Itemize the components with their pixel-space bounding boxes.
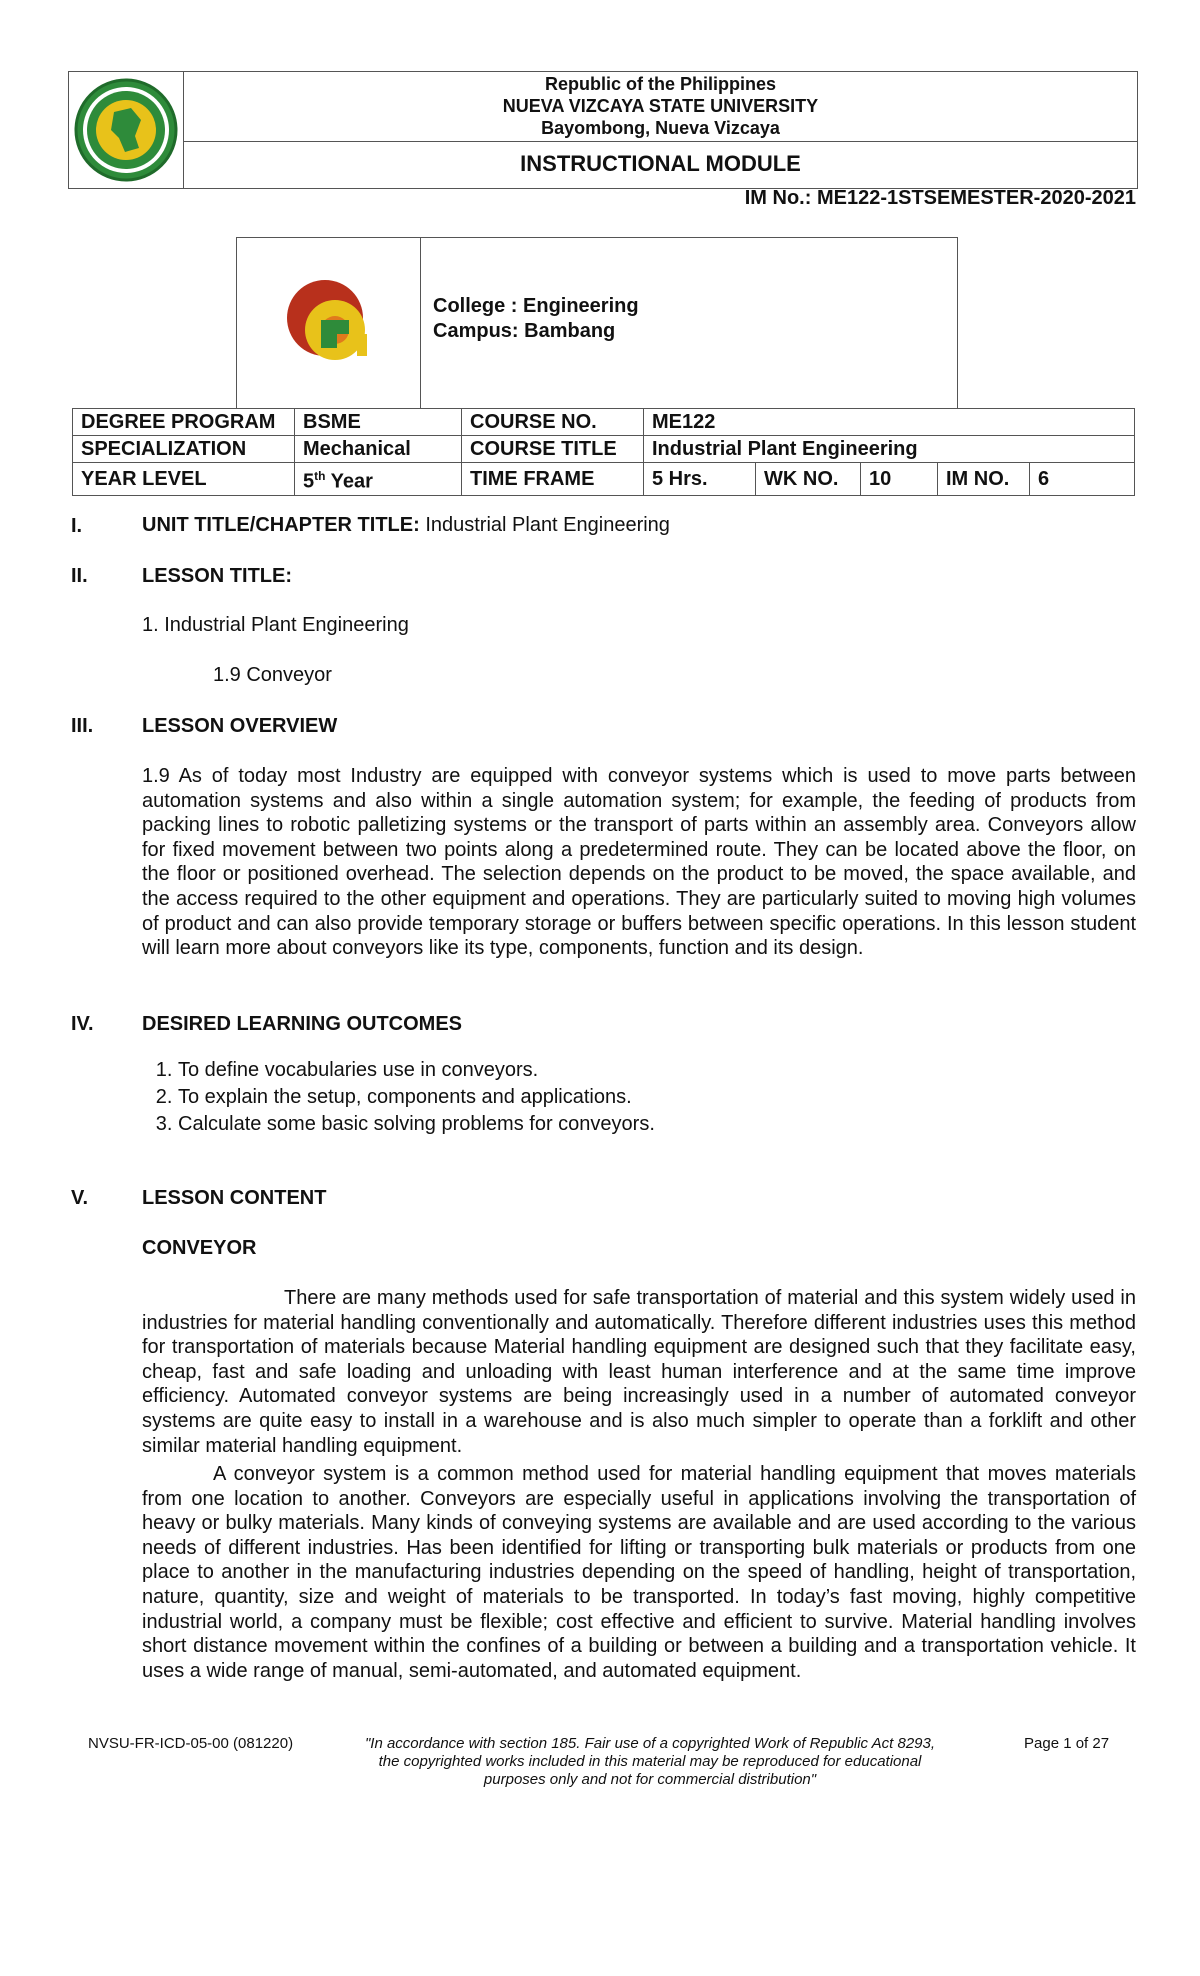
content-paragraph-2: A conveyor system is a common method used for material handling equipment that moves materials from one location to another. Conveyors are especially useful in applications involving the transportation of heavy or bulky materials. Many kinds of conveying systems are available and are used according to the various needs of different industries. Has been identified for lifting or transporting bulk materials or products from one place to another in the manufacturing industries depending on the speed of handling, height of transportation, nature, quantity, size and weight of materials to be transported. In today’s fast moving, highly competitive industrial world, a company must be flexible; cost effective and efficient to survive. Material handling involves short distance movement within the confines of a building or between a building and a transportation vehicle. It uses a wide range of manual, semi-automated, and automated equipment.: [142, 1463, 1136, 1682]
year-level-word: Year: [325, 470, 373, 493]
content-paragraph-1: There are many methods used for safe transportation of material and this system widely used in industries for material handling conventionally and automatically. Therefore different industries uses this method for transportation of materials because Material handling equipment are designed such that they facilitate easy, cheap, fast and safe loading and unloading with least human interference and at the same time improve efficiency. Automated conveyor systems are being increasingly used in a number of automated conveyor systems are quite easy to install in a warehouse and is also much simpler to operate than a forklift and other similar material handling equipment.: [142, 1287, 1136, 1457]
list-item: 3. Calculate some basic solving problems for conveyors.: [178, 1111, 655, 1138]
year-level-value: [295, 463, 462, 496]
time-frame-label: TIME FRAME: [462, 463, 644, 496]
lesson-item: 1. Industrial Plant Engineering: [142, 614, 409, 636]
lesson-overview-text: 1.9 As of today most Industry are equipped with conveyor systems which is used to move parts between automation systems and also within a single automation system; for example, the feeding of products from packing lines to robotic palletizing systems or the transport of parts within an assembly area. Conveyors allow for fixed movement between two points along a predetermined route. They can be located above the floor, on the floor or positioned overhead. The selection depends on the product to be moved, the space available, and the access required to the other equipment and operations. They are particularly suited to moving high volumes of product and can also provide temporary storage or buffers between specific operations. In this lesson student will learn more about conveyors like its type, components, function and its design.: [142, 765, 1136, 960]
section-4-number: IV.: [71, 1013, 94, 1035]
college-logo-cell: [237, 238, 421, 409]
section-3-number: III.: [71, 715, 94, 737]
course-info-table: [72, 408, 1135, 496]
campus-name: Campus: Bambang: [433, 320, 616, 342]
university-name: NUEVA VIZCAYA STATE UNIVERSITY: [502, 96, 819, 116]
course-title-value: Industrial Plant Engineering: [644, 436, 1135, 463]
list-item: 2. To explain the setup, components and applications.: [178, 1084, 655, 1111]
table-row: [73, 409, 1135, 436]
specialization-value: Mechanical: [295, 436, 462, 463]
time-frame-value: 5 Hrs.: [644, 463, 756, 496]
university-header-text: [184, 72, 1137, 142]
notice-line-3: purposes only and not for commercial distribution": [483, 1771, 817, 1788]
section-1-number: I.: [71, 515, 83, 537]
copyright-notice: [350, 1735, 950, 1789]
conveyor-heading: CONVEYOR: [142, 1237, 257, 1259]
page-number: Page 1 of 27: [1024, 1735, 1110, 1752]
im-no-label: IM NO.: [938, 463, 1030, 496]
degree-program-label: DEGREE PROGRAM: [73, 409, 295, 436]
section-1-heading: [142, 513, 670, 538]
notice-line-1: "In accordance with section 185. Fair use of a copyrighted Work of Republic Act 8293,: [364, 1735, 936, 1752]
year-level-number: 5: [303, 470, 315, 493]
course-title-label: COURSE TITLE: [462, 436, 644, 463]
im-no-value: 6: [1030, 463, 1135, 496]
university-seal-cell: [69, 72, 184, 188]
college-name: College : Engineering: [433, 295, 639, 317]
section-4-title: DESIRED LEARNING OUTCOMES: [142, 1013, 463, 1035]
republic-line: Republic of the Philippines: [544, 74, 776, 94]
list-item: 1. To define vocabularies use in conveyors.: [178, 1057, 655, 1084]
learning-outcomes-list: [142, 1057, 655, 1138]
im-number: IM No.: ME122-1STSEMESTER-2020-2021: [744, 187, 1136, 209]
section-1-title: UNIT TITLE/CHAPTER TITLE:: [142, 514, 420, 536]
year-level-label: YEAR LEVEL: [73, 463, 295, 496]
table-row: [73, 463, 1135, 496]
section-1-value: Industrial Plant Engineering: [419, 514, 670, 536]
section-2-number: II.: [71, 565, 88, 587]
section-5-title: LESSON CONTENT: [142, 1187, 327, 1209]
document-header: [68, 71, 1138, 189]
section-5-number: V.: [71, 1187, 89, 1209]
wk-no-value: 10: [861, 463, 938, 496]
college-info: [433, 294, 639, 344]
year-level-suffix: th: [314, 469, 326, 483]
specialization-label: SPECIALIZATION: [73, 436, 295, 463]
college-logo-icon: [237, 238, 420, 409]
form-code: NVSU-FR-ICD-05-00 (081220): [88, 1735, 294, 1752]
wk-no-label: WK NO.: [756, 463, 861, 496]
course-no-label: COURSE NO.: [462, 409, 644, 436]
degree-program-value: BSME: [295, 409, 462, 436]
college-box: [236, 237, 958, 409]
university-location: Bayombong, Nueva Vizcaya: [541, 118, 780, 138]
section-2-title: LESSON TITLE:: [142, 565, 292, 587]
module-title: INSTRUCTIONAL MODULE: [520, 151, 801, 176]
notice-line-2: the copyrighted works included in this material may be reproduced for educational: [378, 1753, 922, 1770]
lesson-subitem: 1.9 Conveyor: [213, 664, 332, 686]
table-row: [73, 436, 1135, 463]
course-no-value: ME122: [644, 409, 1135, 436]
section-3-title: LESSON OVERVIEW: [142, 715, 338, 737]
university-seal-icon: [69, 72, 183, 188]
